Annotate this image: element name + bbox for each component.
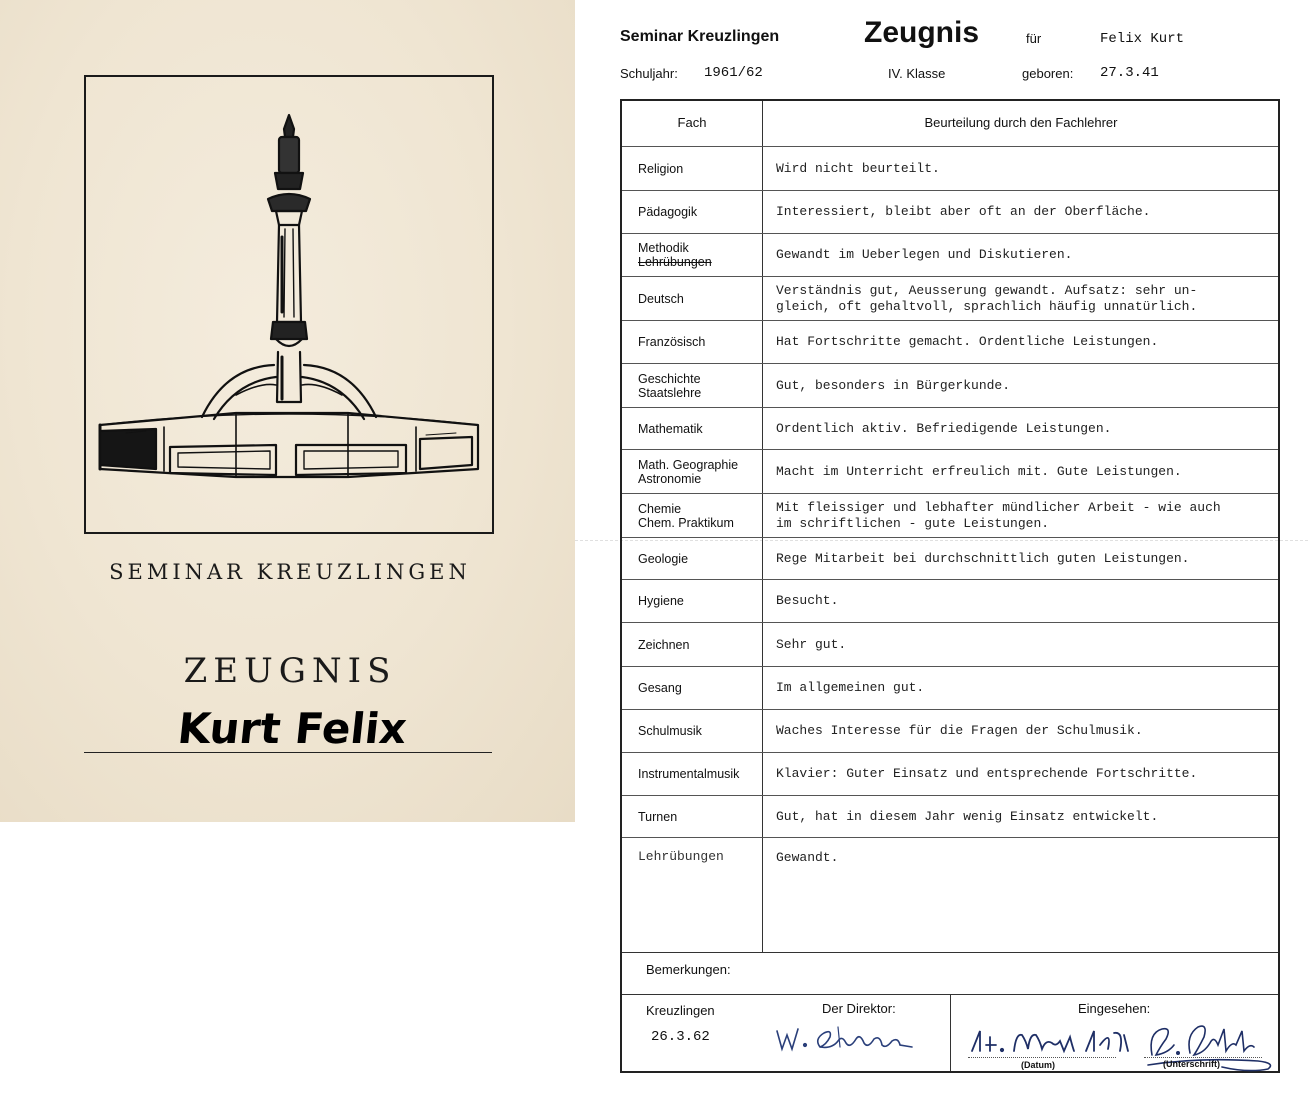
cover-title: ZEUGNIS <box>183 651 397 691</box>
subject-name: Mathematik <box>638 421 703 436</box>
table-row <box>622 838 1278 950</box>
evaluation-cell: Gut, besonders in Bürgerkunde. <box>776 377 1011 393</box>
header-school: Seminar Kreuzlingen <box>620 28 780 45</box>
subject-cell <box>638 205 760 219</box>
header-born-value: 27.3.41 <box>1100 65 1159 81</box>
signature-divider <box>950 995 951 1071</box>
evaluation-cell: Waches Interesse für die Fragen der Schulmusik. <box>776 723 1143 738</box>
subject-name: Geologie <box>638 551 689 566</box>
subject-name: Methodik <box>638 241 689 255</box>
evaluation-cell: Sehr gut. <box>776 636 847 652</box>
header-schoolyear-value: 1961/62 <box>704 65 763 81</box>
header-class: IV. Klasse <box>888 66 946 81</box>
table-row <box>622 277 1278 321</box>
header-student-name: Felix Kurt <box>1100 31 1185 47</box>
signature-line <box>1144 1057 1262 1058</box>
subject-cell <box>638 767 760 781</box>
evaluation-cell: Mit fleissiger und lebhafter mündlicher Arbeit - wie auch im schriftlichen - gute Leistungen. <box>776 499 1221 531</box>
table-row <box>622 538 1278 580</box>
report-page <box>575 0 1308 1100</box>
subject-cell <box>638 594 760 608</box>
subject-name: Schulmusik <box>638 724 702 738</box>
table-row <box>622 147 1278 191</box>
cover-illustration-frame <box>84 75 494 534</box>
subject-cell <box>638 724 760 738</box>
header-title: Zeugnis <box>864 16 980 49</box>
table-row <box>622 450 1278 494</box>
table-row <box>622 321 1278 364</box>
table-row <box>622 364 1278 408</box>
subject-name: Lehrübungen <box>638 849 724 864</box>
date-caption: (Datum) <box>1021 1060 1055 1070</box>
evaluation-cell: Gewandt. <box>776 850 839 865</box>
subject-name: Chemie Chem. Praktikum <box>638 501 734 530</box>
header-for-label: für <box>1026 31 1042 46</box>
place-label: Kreuzlingen <box>646 1003 715 1018</box>
subject-name: Hygiene <box>638 594 684 608</box>
date-line <box>968 1057 1116 1058</box>
table-row <box>622 667 1278 710</box>
evaluation-cell: Macht im Unterricht erfreulich mit. Gute Leistungen. <box>776 463 1182 479</box>
evaluation-cell: Klavier: Guter Einsatz und entsprechende Fortschritte. <box>776 766 1198 781</box>
subject-cell <box>638 372 760 400</box>
table-row <box>622 408 1278 450</box>
subject-cell <box>638 810 760 824</box>
subject-name: Gesang <box>638 681 682 695</box>
evaluation-cell: Besucht. <box>776 593 839 608</box>
subject-name: Zeichnen <box>638 637 690 652</box>
subject-name: Turnen <box>638 809 678 824</box>
subject-cell <box>638 638 760 652</box>
subject-cell <box>638 241 760 269</box>
evaluation-cell: Hat Fortschritte gemacht. Ordentliche Leistungen. <box>776 334 1159 349</box>
subject-struck-name: Lehrübungen <box>638 255 712 269</box>
table-row <box>622 710 1278 753</box>
table-row <box>622 580 1278 623</box>
cover-institution: SEMINAR KREUZLINGEN <box>109 560 471 584</box>
director-label: Der Direktor: <box>822 1001 896 1016</box>
subject-name: Pädagogik <box>638 205 698 219</box>
evaluation-cell: Im allgemeinen gut. <box>776 680 925 695</box>
cover-student-name: Kurt Felix <box>175 704 410 753</box>
evaluation-cell: Rege Mitarbeit bei durchschnittlich guten Leistungen. <box>776 550 1190 566</box>
cover-name-underline <box>84 752 492 753</box>
evaluation-cell: Ordentlich aktiv. Befriedigende Leistungen. <box>776 420 1112 436</box>
evaluation-cell: Interessiert, bleibt aber oft an der Oberfläche. <box>776 204 1151 219</box>
subject-cell <box>638 422 760 436</box>
column-header-subject: Fach <box>677 115 707 130</box>
subject-name: Geschichte Staatslehre <box>638 371 702 400</box>
subject-name: Instrumentalmusik <box>638 767 740 781</box>
subject-cell <box>638 552 760 566</box>
evaluation-cell: Wird nicht beurteilt. <box>776 160 940 176</box>
evaluation-cell: Gewandt im Ueberlegen und Diskutieren. <box>776 247 1073 262</box>
subject-cell <box>638 335 760 349</box>
table-header-row <box>622 101 1278 147</box>
subject-cell <box>638 850 760 864</box>
report-cover <box>0 0 575 822</box>
table-row <box>622 623 1278 667</box>
seen-label: Eingesehen: <box>1078 1001 1151 1016</box>
signature-caption: (Unterschrift) <box>1163 1059 1221 1069</box>
subject-cell <box>638 502 760 530</box>
header-born-label: geboren: <box>1022 66 1074 81</box>
signature-row <box>622 995 1278 1073</box>
evaluation-cell: Verständnis gut, Aeusserung gewandt. Aufsatz: sehr un- gleich, oft gehaltvoll, sprachlich häufig unnatürlich. <box>776 282 1198 314</box>
header-schoolyear-label: Schuljahr: <box>620 66 678 81</box>
remarks-row <box>622 952 1278 995</box>
subject-cell <box>638 162 760 176</box>
subject-cell <box>638 292 760 306</box>
handwritten-date-icon <box>962 1015 1132 1059</box>
fountain-drawing-icon <box>86 77 492 532</box>
remarks-label: Bemerkungen: <box>646 962 731 977</box>
subject-name: Deutsch <box>638 291 684 306</box>
column-header-evaluation: Beurteilung durch den Fachlehrer <box>924 115 1118 130</box>
subject-cell <box>638 681 760 695</box>
table-row <box>622 191 1278 234</box>
issue-date: 26.3.62 <box>651 1029 710 1045</box>
subject-name: Religion <box>638 161 684 176</box>
evaluation-cell: Gut, hat in diesem Jahr wenig Einsatz entwickelt. <box>776 808 1159 824</box>
table-row <box>622 753 1278 796</box>
grades-table <box>620 99 1280 1073</box>
subject-cell <box>638 458 760 486</box>
table-row <box>622 234 1278 277</box>
subject-name: Französisch <box>638 335 706 349</box>
director-signature-icon <box>772 1017 922 1057</box>
subject-name: Math. Geographie Astronomie <box>638 457 739 486</box>
table-row <box>622 796 1278 838</box>
table-row <box>622 494 1278 538</box>
